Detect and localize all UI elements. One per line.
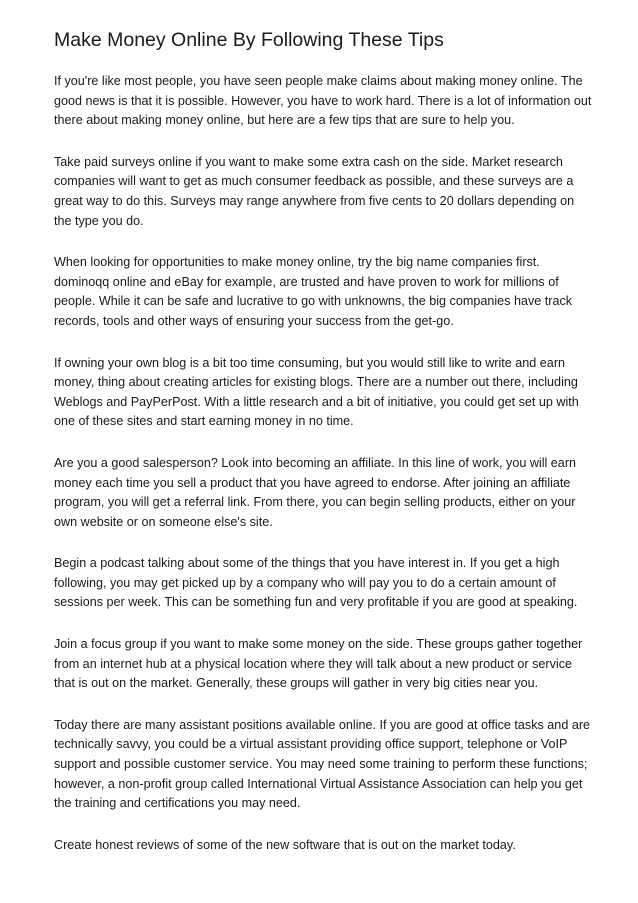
paragraph-5: Are you a good salesperson? Look into becoming an affiliate. In this line of work, you will earn money each time you sell a product that you have agreed to endorse. After joining an affiliate program, you will get a referral link. From there, you can begin selling products, either on your own website or on someone else's site. (54, 455, 577, 529)
document-title: Make Money Online By Following These Tips (54, 29, 444, 51)
paragraph-3: When looking for opportunities to make money online, try the big name companies first. dominoqq online and eBay for example, are trusted and have proven to work for millions of people. While it can be safe and lucrative to go with unknowns, the big companies have track records, tools and other ways of ensuring your success from the get-go. (54, 255, 573, 328)
paragraph-2: Take paid surveys online if you want to make some extra cash on the side. Market research companies will want to get as much consumer feedback as possible, and these surveys are a great way to do this. Surveys may range anywhere from five cents to 20 dollars depending on the type you do. (54, 154, 575, 228)
paragraph-9: Create honest reviews of some of the new software that is out on the market today. (54, 837, 516, 852)
paragraph-8: Today there are many assistant positions available online. If you are good at office tasks and are technically savvy, you could be a virtual assistant providing office support, telephone or VoIP support and possible customer service. You may need some training to perform these functions; however, a non-profit group called International Virtual Assistance Association can help you get the training and certifications you may need. (54, 717, 591, 811)
document-body (54, 72, 592, 877)
paragraph-6: Begin a podcast talking about some of the things that you have interest in. If you get a high following, you may get picked up by a company who will pay you to do a certain amount of sessions per week. This can be something fun and very profitable if you are good at speaking. (54, 556, 578, 610)
paragraph-1: If you're like most people, you have seen people make claims about making money online. The good news is that it is possible. However, you have to work hard. There is a lot of information out there about making money online, but here are a few tips that are sure to help you. (54, 74, 592, 128)
paragraph-7: Join a focus group if you want to make some money on the side. These groups gather together from an internet hub at a physical location where they will talk about a new product or service that is out on the market. Generally, these groups will gather in very big cities near you. (54, 637, 583, 691)
paragraph-4: If owning your own blog is a bit too time consuming, but you would still like to write and earn money, thing about creating articles for existing blogs. There are a number out there, including Weblogs and PayPerPost. With a little research and a bit of initiative, you could get set up with one of these sites and start earning money in no time. (54, 355, 579, 429)
